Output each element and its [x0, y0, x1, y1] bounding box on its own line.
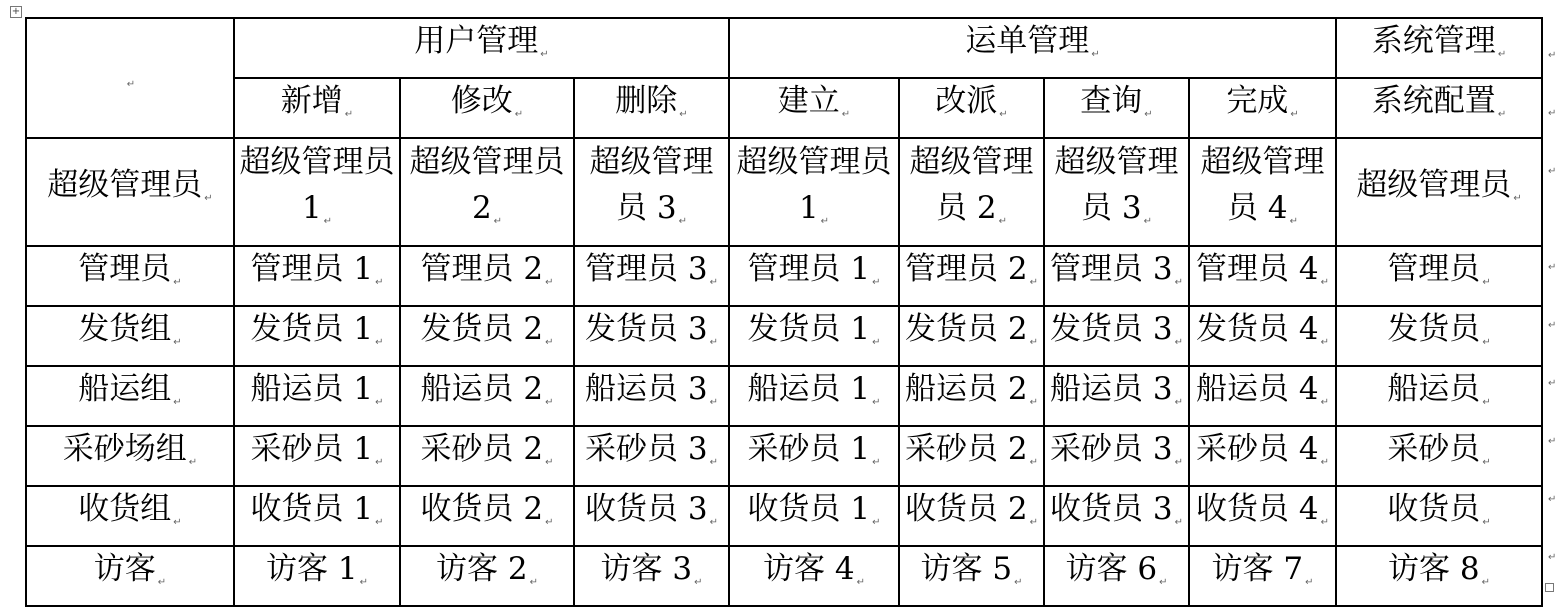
permission-cell[interactable]: 收货员 2 ↵ — [899, 486, 1044, 546]
subheader-cell[interactable]: 删除 ↵ — [574, 78, 729, 138]
subheader-cell[interactable]: 查询 ↵ — [1044, 78, 1189, 138]
permission-cell[interactable]: 采砂员 ↵ — [1336, 426, 1542, 486]
role-cell[interactable]: 船运组 ↵ — [26, 366, 234, 426]
permission-cell[interactable]: 收货员 3 ↵ — [574, 486, 729, 546]
permission-cell[interactable]: 发货员 2 ↵ — [899, 306, 1044, 366]
subheader-row — [26, 78, 1542, 138]
permission-cell[interactable]: 采砂员 1 ↵ — [729, 426, 899, 486]
permission-cell[interactable]: 访客 2 ↵ — [400, 546, 574, 606]
end-of-row-mark: ↵ — [1548, 166, 1557, 177]
permission-cell[interactable]: 采砂员 2 ↵ — [400, 426, 574, 486]
subheader-cell[interactable]: 建立 ↵ — [729, 78, 899, 138]
permission-cell[interactable]: 采砂员 3 ↵ — [574, 426, 729, 486]
permission-cell[interactable]: 船运员 1 ↵ — [729, 366, 899, 426]
role-cell[interactable]: 管理员 ↵ — [26, 246, 234, 306]
permission-cell[interactable]: 采砂员 1 ↵ — [234, 426, 400, 486]
subheader-cell[interactable]: 系统配置 ↵ — [1336, 78, 1542, 138]
permission-cell[interactable]: 访客 1 ↵ — [234, 546, 400, 606]
permission-cell[interactable]: 管理员 3 ↵ — [574, 246, 729, 306]
end-of-row-mark: ↵ — [1548, 262, 1557, 273]
permission-cell[interactable]: 管理员 2 ↵ — [400, 246, 574, 306]
permission-cell[interactable]: 超级管理员 2 ↵ — [899, 138, 1044, 246]
permission-cell[interactable]: 超级管理员 ↵ — [1336, 138, 1542, 246]
permission-cell[interactable]: 采砂员 2 ↵ — [899, 426, 1044, 486]
end-of-row-mark: ↵ — [1548, 494, 1557, 505]
permission-cell[interactable]: 采砂员 4 ↵ — [1189, 426, 1336, 486]
permission-cell[interactable]: 收货员 3 ↵ — [1044, 486, 1189, 546]
permission-cell[interactable]: 超级管理员 3 ↵ — [1044, 138, 1189, 246]
role-cell[interactable]: 超级管理员 ↵ — [26, 138, 234, 246]
permission-cell[interactable]: 管理员 1 ↵ — [234, 246, 400, 306]
permission-cell[interactable]: 访客 8 ↵ — [1336, 546, 1542, 606]
header-group-row — [26, 18, 1542, 78]
permission-cell[interactable]: 发货员 2 ↵ — [400, 306, 574, 366]
permission-cell[interactable]: 船运员 2 ↵ — [899, 366, 1044, 426]
permission-cell[interactable]: 船运员 1 ↵ — [234, 366, 400, 426]
permission-cell[interactable]: 管理员 2 ↵ — [899, 246, 1044, 306]
permission-cell[interactable]: 收货员 4 ↵ — [1189, 486, 1336, 546]
permission-cell[interactable]: 访客 3 ↵ — [574, 546, 729, 606]
role-cell[interactable]: 发货组 ↵ — [26, 306, 234, 366]
table-row — [26, 246, 1542, 306]
subheader-cell[interactable]: 修改 ↵ — [400, 78, 574, 138]
permission-cell[interactable]: 船运员 4 ↵ — [1189, 366, 1336, 426]
group-header-user-management[interactable]: 用户管理 ↵ — [234, 18, 729, 78]
permission-cell[interactable]: 发货员 4 ↵ — [1189, 306, 1336, 366]
permission-cell[interactable]: 发货员 1 ↵ — [234, 306, 400, 366]
table-row — [26, 426, 1542, 486]
permission-cell[interactable]: 船运员 ↵ — [1336, 366, 1542, 426]
role-cell[interactable]: 收货组 ↵ — [26, 486, 234, 546]
permission-cell[interactable]: 管理员 3 ↵ — [1044, 246, 1189, 306]
permission-cell[interactable]: 超级管理员 1 ↵ — [729, 138, 899, 246]
permission-cell[interactable]: 船运员 2 ↵ — [400, 366, 574, 426]
permission-cell[interactable]: 发货员 3 ↵ — [1044, 306, 1189, 366]
end-of-row-mark: ↵ — [1548, 552, 1557, 563]
permission-cell[interactable]: 收货员 1 ↵ — [729, 486, 899, 546]
permission-cell[interactable]: 超级管理员 2 ↵ — [400, 138, 574, 246]
table-row — [26, 486, 1542, 546]
permission-cell[interactable]: 管理员 ↵ — [1336, 246, 1542, 306]
subheader-cell[interactable]: 改派 ↵ — [899, 78, 1044, 138]
end-of-row-mark: ↵ — [1548, 50, 1557, 61]
table-row — [26, 366, 1542, 426]
table-row — [26, 546, 1542, 606]
group-header-system-management[interactable]: 系统管理 ↵ — [1336, 18, 1542, 78]
permission-cell[interactable]: 管理员 1 ↵ — [729, 246, 899, 306]
end-of-row-mark: ↵ — [1548, 108, 1557, 119]
table-move-handle[interactable]: + — [11, 6, 21, 17]
permissions-table — [25, 17, 1543, 607]
table-row — [26, 138, 1542, 246]
permission-cell[interactable]: 收货员 1 ↵ — [234, 486, 400, 546]
permission-cell[interactable]: 发货员 3 ↵ — [574, 306, 729, 366]
permission-cell[interactable]: 发货员 ↵ — [1336, 306, 1542, 366]
permission-cell[interactable]: 收货员 2 ↵ — [400, 486, 574, 546]
permission-cell[interactable]: 采砂员 3 ↵ — [1044, 426, 1189, 486]
permission-cell[interactable]: 管理员 4 ↵ — [1189, 246, 1336, 306]
end-of-row-mark: ↵ — [1548, 320, 1557, 331]
role-cell[interactable]: 采砂场组 ↵ — [26, 426, 234, 486]
permission-cell[interactable]: 访客 5 ↵ — [899, 546, 1044, 606]
permission-cell[interactable]: 超级管理员 4 ↵ — [1189, 138, 1336, 246]
end-of-row-mark: ↵ — [1548, 378, 1557, 389]
permission-cell[interactable]: 访客 4 ↵ — [729, 546, 899, 606]
subheader-cell[interactable]: 完成 ↵ — [1189, 78, 1336, 138]
permission-cell[interactable]: 船运员 3 ↵ — [1044, 366, 1189, 426]
end-of-row-mark: ↵ — [1548, 436, 1557, 447]
permission-cell[interactable]: 超级管理员 3 ↵ — [574, 138, 729, 246]
permission-cell[interactable]: 船运员 3 ↵ — [574, 366, 729, 426]
role-cell[interactable]: 访客 ↵ — [26, 546, 234, 606]
group-header-waybill-management[interactable]: 运单管理 ↵ — [729, 18, 1336, 78]
corner-cell[interactable]: ↵ — [26, 18, 234, 138]
permission-cell[interactable]: 收货员 ↵ — [1336, 486, 1542, 546]
subheader-cell[interactable]: 新增 ↵ — [234, 78, 400, 138]
permission-cell[interactable]: 访客 6 ↵ — [1044, 546, 1189, 606]
permission-cell[interactable]: 发货员 1 ↵ — [729, 306, 899, 366]
permission-cell[interactable]: 访客 7 ↵ — [1189, 546, 1336, 606]
table-row — [26, 306, 1542, 366]
permission-cell[interactable]: 超级管理员 1 ↵ — [234, 138, 400, 246]
table-resize-handle[interactable] — [1545, 583, 1554, 592]
